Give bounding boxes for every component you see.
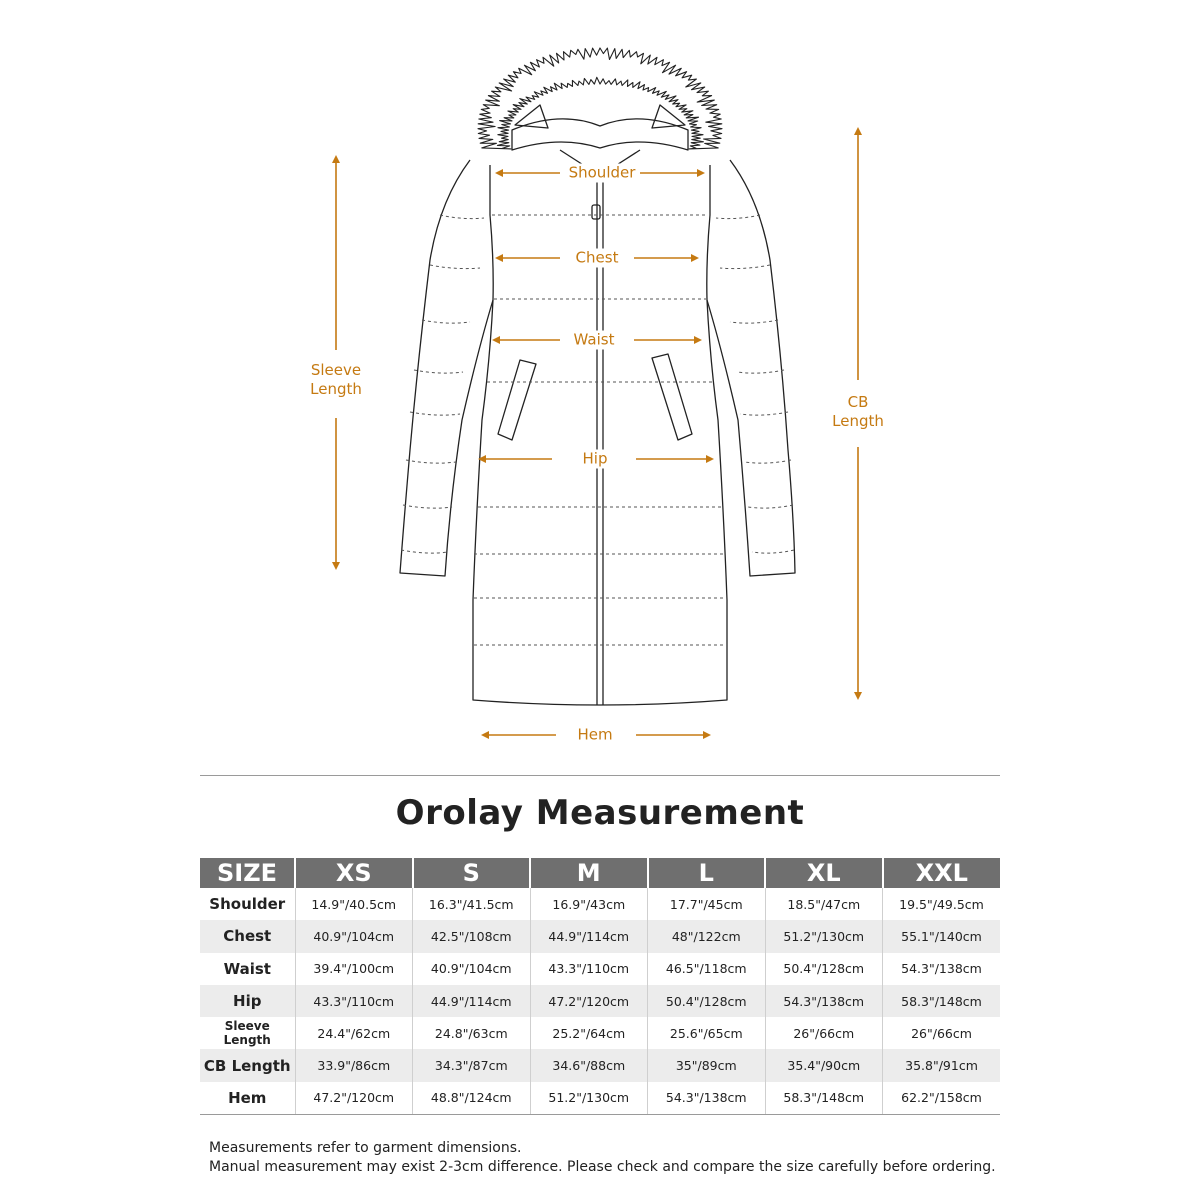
table-cell: 17.7"/45cm	[648, 888, 766, 920]
fur-hood	[478, 48, 722, 149]
table-cell: 43.3"/110cm	[530, 953, 648, 985]
table-row-hem	[200, 1082, 1000, 1115]
table-row-waist	[200, 953, 1000, 985]
hip-label: Hip	[580, 450, 611, 469]
header-xl: XL	[765, 858, 883, 888]
header-s: S	[413, 858, 531, 888]
table-cell: 25.6"/65cm	[648, 1017, 766, 1049]
table-cell: 48.8"/124cm	[413, 1082, 531, 1115]
table-row-hip	[200, 985, 1000, 1017]
table-row-chest	[200, 920, 1000, 952]
table-cell: 24.8"/63cm	[413, 1017, 531, 1049]
header-xs: XS	[295, 858, 413, 888]
table-cell: 54.3"/138cm	[765, 985, 883, 1017]
table-row-shoulder	[200, 888, 1000, 920]
table-cell: 62.2"/158cm	[883, 1082, 1001, 1115]
table-cell: 51.2"/130cm	[530, 1082, 648, 1115]
table-cell: 14.9"/40.5cm	[295, 888, 413, 920]
table-cell: 19.5"/49.5cm	[899, 896, 984, 912]
table-cell: 58.3"/148cm	[883, 985, 1001, 1017]
table-cell: 40.9"/104cm	[413, 953, 531, 985]
row-label: Hem	[200, 1082, 295, 1115]
row-label: Sleeve Length	[200, 1017, 295, 1049]
row-label: Hip	[200, 985, 295, 1017]
table-cell: 48"/122cm	[648, 920, 766, 952]
table-cell: 34.3"/87cm	[413, 1049, 531, 1081]
section-divider	[200, 775, 1000, 776]
table-cell: 46.5"/118cm	[648, 953, 766, 985]
table-cell: 24.4"/62cm	[295, 1017, 413, 1049]
table-row-sleeve-length	[200, 1017, 1000, 1049]
table-cell: 47.2"/120cm	[530, 985, 648, 1017]
table-header-row	[200, 858, 1000, 888]
row-label: CB Length	[200, 1049, 295, 1081]
table-cell: 50.4"/128cm	[648, 985, 766, 1017]
table-cell: 47.2"/120cm	[295, 1082, 413, 1115]
header-size: SIZE	[200, 858, 295, 888]
table-cell: 16.9"/43cm	[530, 888, 648, 920]
sleeve-length-line1: Sleeve	[310, 361, 362, 379]
note-line-2: Manual measurement may exist 2-3cm difference. Please check and compare the size carefully before ordering.	[209, 1159, 996, 1175]
cb-length-line2: Length	[832, 412, 884, 430]
row-label: Waist	[200, 953, 295, 985]
row-label: Shoulder	[200, 888, 295, 920]
cb-length-label	[829, 393, 887, 431]
table-cell: 35.8"/91cm	[883, 1049, 1001, 1081]
chest-label: Chest	[573, 249, 622, 268]
measurement-notes	[209, 1139, 996, 1177]
table-cell: 16.3"/41.5cm	[413, 888, 531, 920]
table-cell: 54.3"/138cm	[901, 961, 982, 977]
size-chart-table	[200, 858, 1000, 1115]
waist-label: Waist	[571, 331, 618, 350]
table-cell: 50.4"/128cm	[765, 953, 883, 985]
page-title: Orolay Measurement	[395, 793, 805, 833]
table-cell: 40.9"/104cm	[295, 920, 413, 952]
table-cell: 26"/66cm	[765, 1017, 883, 1049]
table-cell: 35"/89cm	[648, 1049, 766, 1081]
table-cell: 35.4"/90cm	[765, 1049, 883, 1081]
table-cell: 25.2"/64cm	[530, 1017, 648, 1049]
table-cell: 44.9"/114cm	[530, 920, 648, 952]
table-cell: 51.2"/130cm	[765, 920, 883, 952]
cb-length-line1: CB	[847, 393, 869, 411]
header-xxl: XXL	[883, 858, 1001, 888]
shoulder-label: Shoulder	[566, 164, 639, 183]
hem-label: Hem	[574, 726, 615, 745]
note-line-1: Measurements refer to garment dimensions.	[209, 1140, 522, 1156]
table-cell: 33.9"/86cm	[295, 1049, 413, 1081]
table-cell: 18.5"/47cm	[765, 888, 883, 920]
table-cell: 43.3"/110cm	[295, 985, 413, 1017]
table-cell: 26"/66cm	[911, 1025, 972, 1041]
sleeve-length-label	[307, 361, 365, 399]
table-row-cb-length	[200, 1049, 1000, 1081]
row-label: Chest	[200, 920, 295, 952]
table-cell: 39.4"/100cm	[295, 953, 413, 985]
table-cell: 55.1"/140cm	[883, 920, 1001, 952]
table-cell: 42.5"/108cm	[413, 920, 531, 952]
table-cell: 54.3"/138cm	[648, 1082, 766, 1115]
header-m: M	[530, 858, 648, 888]
header-l: L	[648, 858, 766, 888]
table-cell: 44.9"/114cm	[413, 985, 531, 1017]
sleeve-length-line2: Length	[310, 380, 362, 398]
table-cell: 34.6"/88cm	[530, 1049, 648, 1081]
table-cell: 58.3"/148cm	[765, 1082, 883, 1115]
